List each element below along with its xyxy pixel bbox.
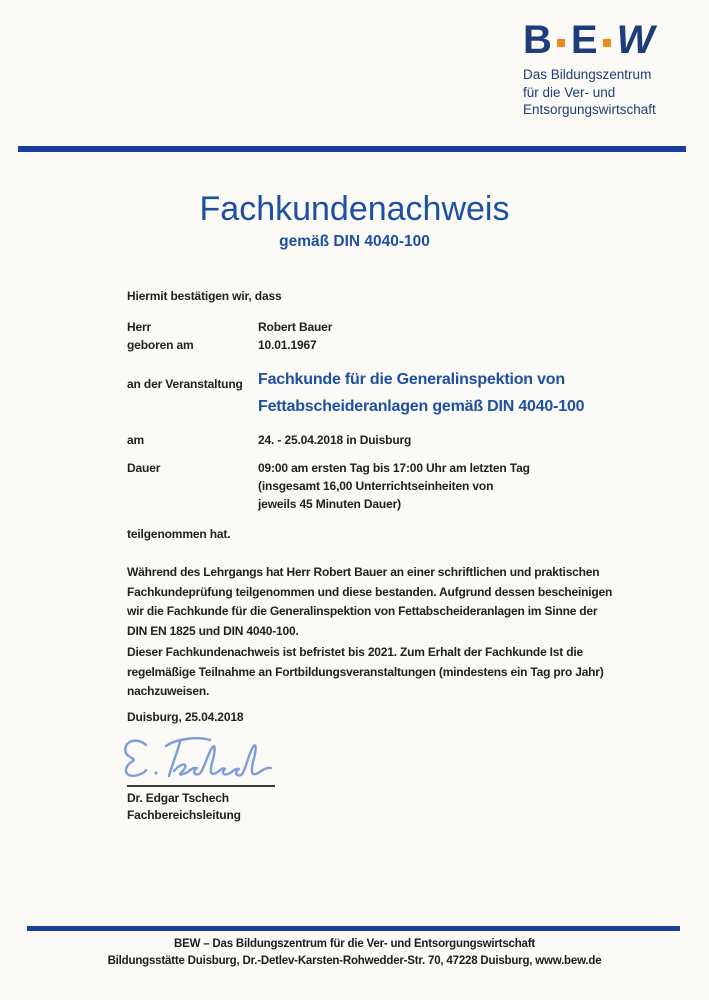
logo-dot-icon: [557, 39, 565, 47]
logo-letter-b: B: [523, 18, 551, 62]
validity-paragraph-line: Dieser Fachkundenachweis ist befristet bis 2021. Zum Erhalt der Fachkunde Ist die: [127, 645, 583, 659]
footer-org-line: BEW – Das Bildungszentrum für die Ver- und Entsorgungswirtschaft: [174, 938, 535, 950]
result-paragraph: [127, 563, 612, 641]
duration-line3: jeweils 45 Minuten Dauer): [258, 497, 401, 511]
event-date-label: am: [127, 433, 145, 447]
result-paragraph-line: wir die Fachkunde für die Generalinspektion von Fettabscheideranlagen im Sinne der: [127, 604, 598, 618]
logo-letter-e: E: [570, 18, 597, 62]
place-date: Duisburg, 25.04.2018: [127, 710, 244, 724]
bottom-divider-rule: [27, 926, 680, 931]
result-paragraph-line: Während des Lehrgangs hat Herr Robert Bauer an einer schriftlichen und praktischen: [127, 565, 600, 579]
footer-address-line: Bildungsstätte Duisburg, Dr.-Detlev-Karsten-Rohwedder-Str. 70, 47228 Duisburg, www.bew.de: [107, 955, 602, 967]
logo-tagline: [523, 66, 656, 119]
event-name-line1: Fachkunde für die Generalinspektion von: [258, 371, 565, 388]
born-label: geboren am: [127, 338, 194, 352]
certificate-title: Fachkundenachweis: [199, 190, 510, 228]
event-date-value: 24. - 25.04.2018 in Duisburg: [258, 433, 412, 447]
result-paragraph-line: Fachkundeprüfung teilgenommen und diese bestanden. Aufgrund dessen bescheinigen: [127, 584, 613, 599]
top-divider-rule: [18, 146, 686, 152]
footer: [0, 936, 709, 970]
validity-paragraph-line: regelmäßige Teilnahme an Fortbildungsveranstaltungen (mindestens ein Tag pro Jahr): [127, 664, 604, 679]
signer-name: Dr. Edgar Tschech: [127, 791, 229, 805]
birth-date: 10.01.1967: [258, 338, 317, 352]
validity-paragraph: [127, 643, 604, 702]
event-label: an der Veranstaltung: [127, 377, 243, 391]
result-paragraph-line: DIN EN 1825 und DIN 4040-100.: [127, 623, 299, 638]
logo-tagline-line: Entsorgungswirtschaft: [523, 102, 656, 117]
signer-role: Fachbereichsleitung: [127, 808, 241, 822]
logo-dot-icon: [603, 39, 611, 47]
bew-logo: [523, 18, 656, 119]
validity-paragraph-line: nachzuweisen.: [127, 684, 210, 698]
bew-logo-wordmark: [523, 18, 656, 62]
logo-tagline-line: für die Ver- und: [523, 84, 616, 100]
intro-text: Hiermit bestätigen wir, dass: [127, 289, 282, 303]
participation-text: teilgenommen hat.: [127, 527, 231, 541]
salutation-label: Herr: [127, 320, 152, 334]
event-name-line2: Fettabscheideranlagen gemäß DIN 4040-100: [258, 398, 585, 415]
certificate-subtitle: gemäß DIN 4040-100: [279, 233, 430, 250]
duration-label: Dauer: [127, 461, 161, 475]
signature-line: [127, 785, 275, 787]
duration-line1: 09:00 am ersten Tag bis 17:00 Uhr am letzten Tag: [258, 461, 530, 475]
duration-line2: (insgesamt 16,00 Unterrichtseinheiten von: [258, 479, 494, 493]
handwritten-signature: [112, 731, 287, 789]
participant-name: Robert Bauer: [258, 320, 333, 334]
logo-tagline-line: Das Bildungszentrum: [523, 67, 652, 82]
logo-letter-w: W: [616, 18, 654, 62]
